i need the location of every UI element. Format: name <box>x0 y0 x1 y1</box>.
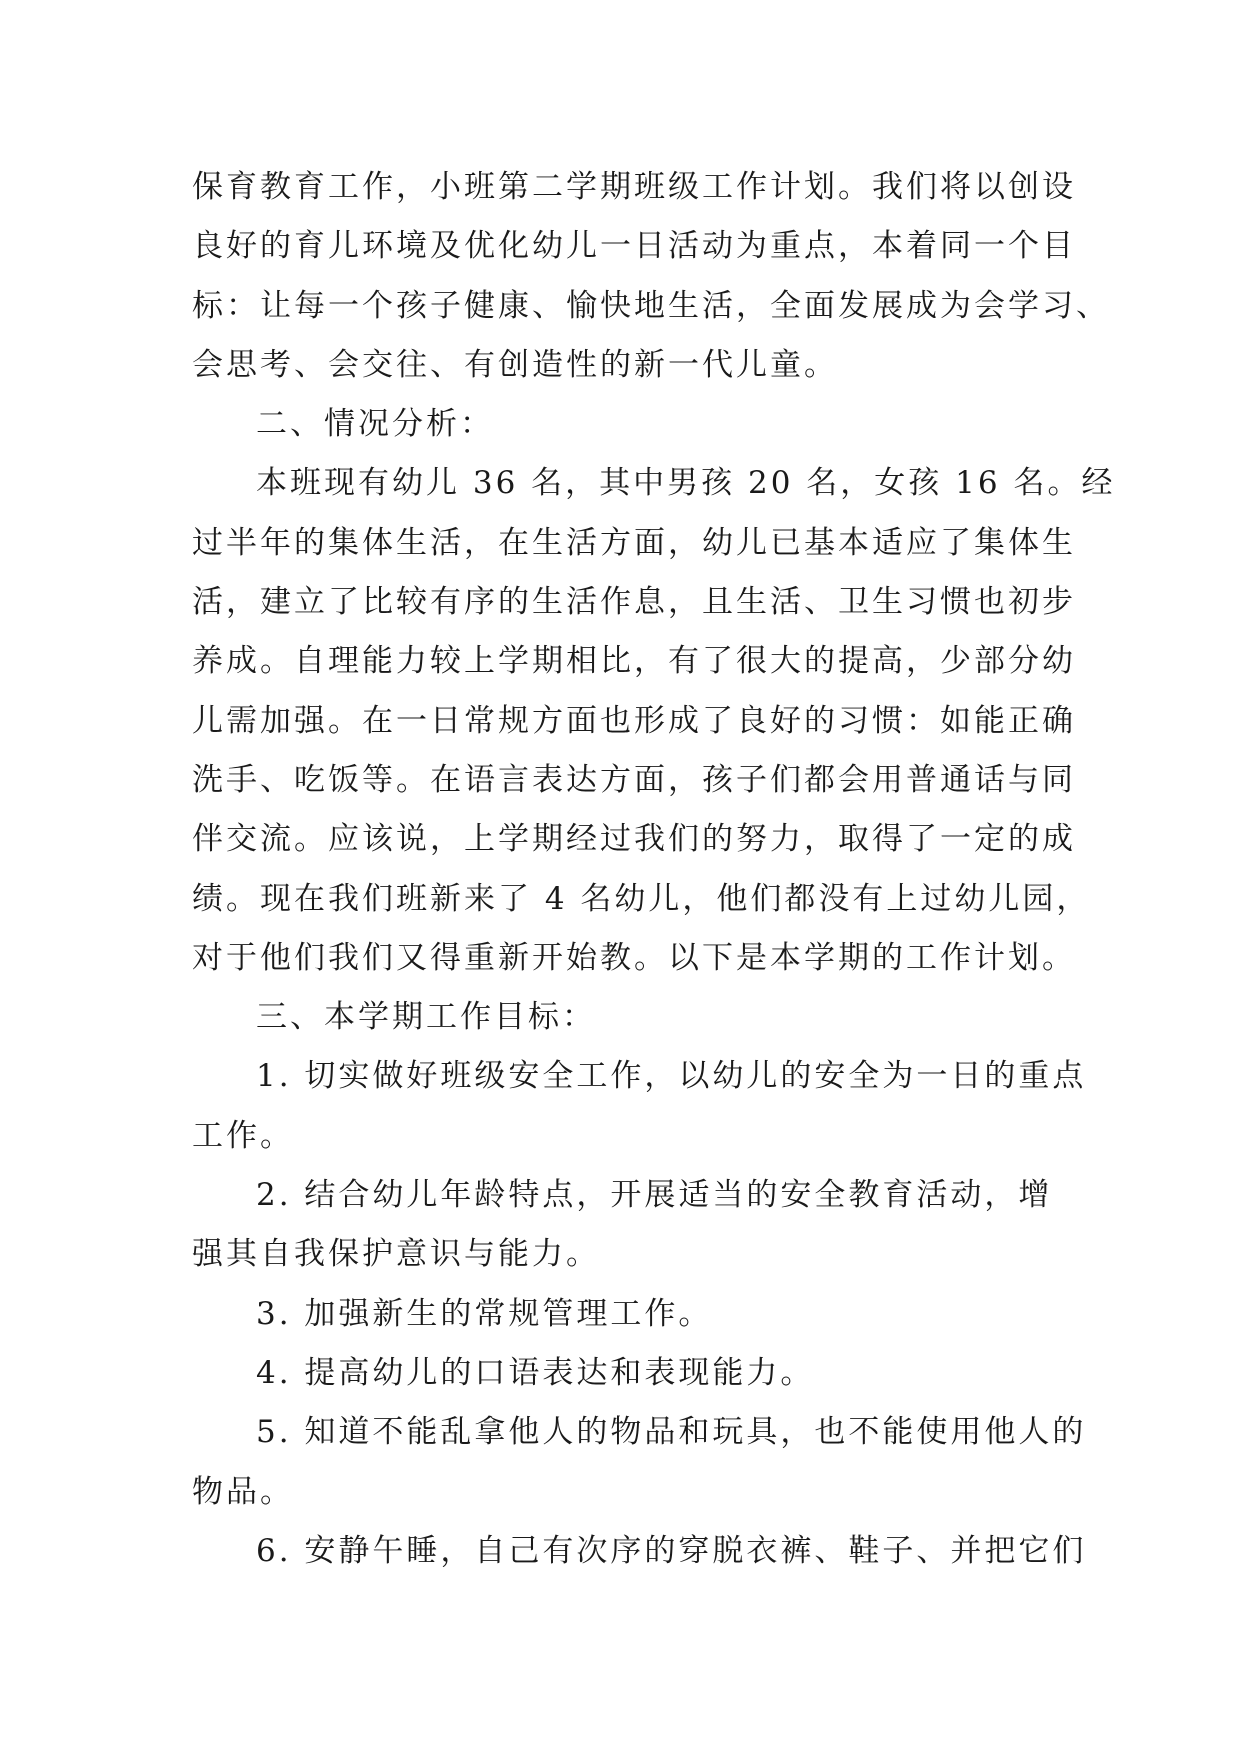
text-line: 活，建立了比较有序的生活作息，且生活、卫生习惯也初步 <box>192 584 1076 621</box>
text-line: 本班现有幼儿 36 名，其中男孩 20 名，女孩 16 名。经 <box>256 465 1116 502</box>
list-item: 2. 结合幼儿年龄特点，开展适当的安全教育活动，增 <box>256 1177 1053 1214</box>
list-item: 1. 切实做好班级安全工作，以幼儿的安全为一日的重点 <box>256 1058 1087 1095</box>
text-line: 洗手、吃饭等。在语言表达方面，孩子们都会用普通话与同 <box>192 761 1076 798</box>
text-line: 会思考、会交往、有创造性的新一代儿童。 <box>192 346 838 383</box>
text-line: 良好的育儿环境及优化幼儿一日活动为重点，本着同一个目 <box>192 228 1076 265</box>
text-line: 儿需加强。在一日常规方面也形成了良好的习惯：如能正确 <box>192 702 1076 739</box>
text-line: 绩。现在我们班新来了 4 名幼儿，他们都没有上过幼儿园， <box>192 880 1091 917</box>
text-line: 过半年的集体生活，在生活方面，幼儿已基本适应了集体生 <box>192 524 1076 561</box>
list-item: 5. 知道不能乱拿他人的物品和玩具，也不能使用他人的 <box>256 1414 1087 1451</box>
list-item: 3. 加强新生的常规管理工作。 <box>256 1295 713 1332</box>
text-line: 保育教育工作，小班第二学期班级工作计划。我们将以创设 <box>192 169 1076 205</box>
list-item-continuation: 强其自我保护意识与能力。 <box>192 1236 600 1273</box>
list-item-continuation: 工作。 <box>192 1117 294 1154</box>
text-line: 对于他们我们又得重新开始教。以下是本学期的工作计划。 <box>192 939 1076 976</box>
text-line: 标：让每一个孩子健康、愉快地生活，全面发展成为会学习、 <box>192 287 1110 324</box>
list-item: 4. 提高幼儿的口语表达和表现能力。 <box>256 1354 815 1391</box>
section-heading: 二、情况分析： <box>256 406 494 443</box>
list-item-continuation: 物品。 <box>192 1473 294 1510</box>
text-line: 伴交流。应该说，上学期经过我们的努力，取得了一定的成 <box>192 821 1076 858</box>
text-line: 养成。自理能力较上学期相比，有了很大的提高，少部分幼 <box>192 643 1076 680</box>
document-body <box>192 158 1116 1581</box>
section-heading: 三、本学期工作目标： <box>256 999 596 1036</box>
list-item: 6. 安静午睡，自己有次序的穿脱衣裤、鞋子、并把它们 <box>256 1532 1087 1569</box>
